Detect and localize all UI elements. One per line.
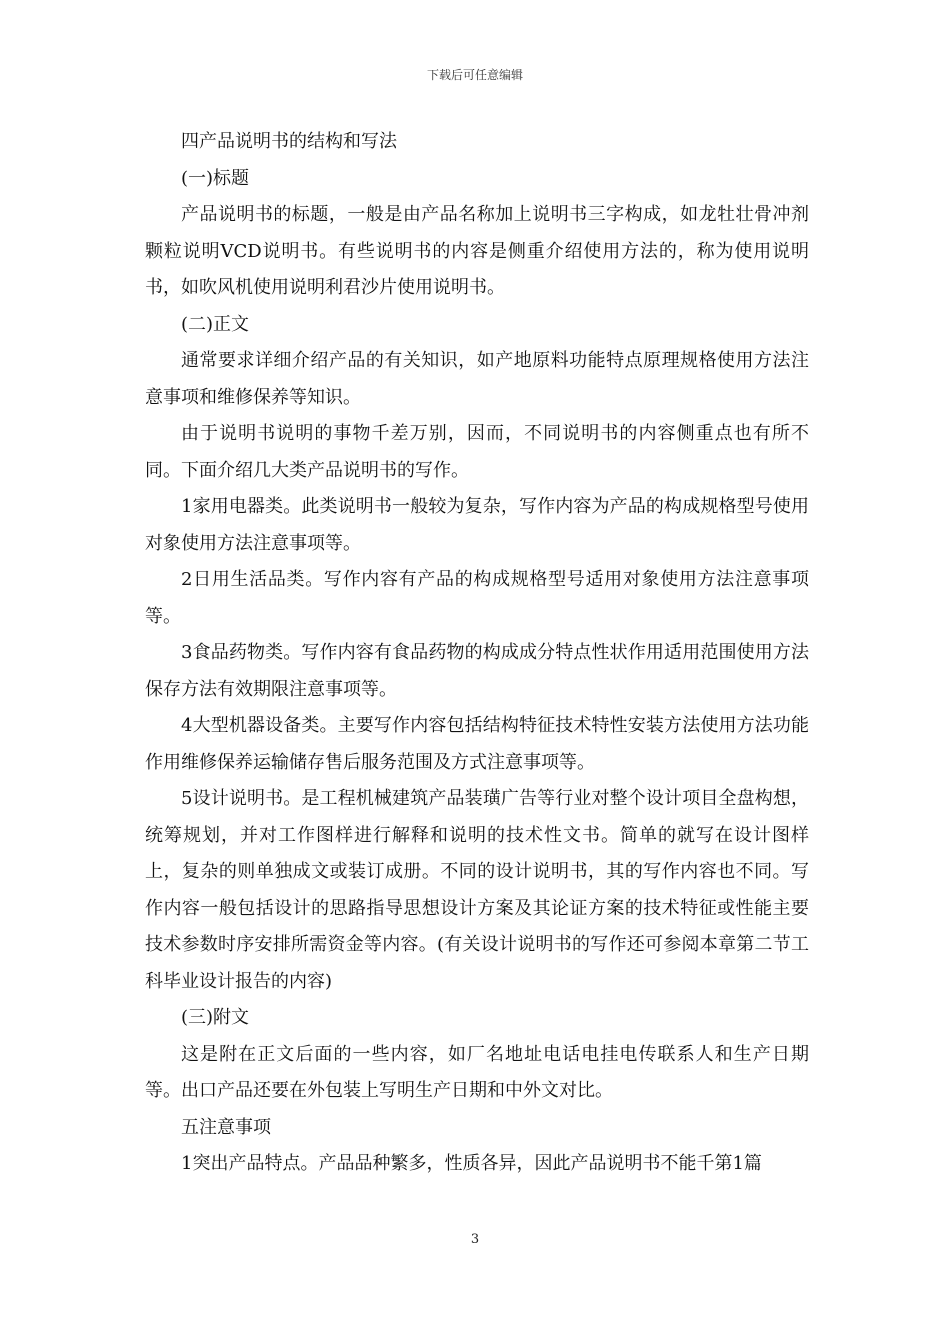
page-header: 下载后可任意编辑: [426, 68, 523, 82]
paragraph-title-description: 产品说明书的标题，一般是由产品名称加上说明书三字构成，如龙牡壮骨冲剂颗粒说明VCD说明书。有些说明书的内容是侧重介绍使用方法的，称为使用说明书，如吹风机使用说明利君沙片使用说明书。: [145, 204, 809, 298]
subheading-body: (二)正文: [181, 313, 250, 335]
paragraph-highlight-features: 1突出产品特点。产品品种繁多，性质各异，因此产品说明书不能千第1篇: [181, 1153, 762, 1174]
paragraph-body-requirements: 通常要求详细介绍产品的有关知识，如产地原料功能特点原理规格使用方法注意事项和维修保养等知识。: [145, 350, 809, 408]
subheading-title: (一)标题: [181, 167, 250, 189]
page-number: 3: [470, 1232, 480, 1247]
section-heading-structure: 四产品说明书的结构和写法: [181, 131, 397, 152]
list-item-large-machinery: 4大型机器设备类。主要写作内容包括结构特征技术特性安装方法使用方法功能作用维修保养运输储存售后服务范围及方式注意事项等。: [145, 715, 809, 773]
paragraph-appendix: 这是附在正文后面的一些内容，如厂名地址电话电挂电传联系人和生产日期等。出口产品还要在外包装上写明生产日期和中外文对比。: [145, 1043, 809, 1101]
document-body: [145, 124, 809, 1183]
list-item-food-medicine: 3食品药物类。写作内容有食品药物的构成成分特点性状作用适用范围使用方法保存方法有效期限注意事项等。: [145, 642, 809, 700]
list-item-appliances: 1家用电器类。此类说明书一般较为复杂，写作内容为产品的构成规格型号使用对象使用方法注意事项等。: [145, 496, 809, 554]
section-heading-notes: 五注意事项: [181, 1116, 271, 1138]
subheading-appendix: (三)附文: [181, 1007, 250, 1028]
list-item-daily-goods: 2日用生活品类。写作内容有产品的构成规格型号适用对象使用方法注意事项等。: [145, 569, 809, 627]
list-item-design-specification: 5设计说明书。是工程机械建筑产品装璜广告等行业对整个设计项目全盘构想，统筹规划，并对工作图样进行解释和说明的技术性文书。简单的就写在设计图样上，复杂的则单独成文或装订成册。不同的设计说明书，其的写作内容也不同。写作内容一般包括设计的思路指导思想设计方案及其论证方案的技术特征或性能主要技术参数时序安排所需资金等内容。(有关设计说明书的写作还可参阅本章第二节工科毕业设计报告的内容): [145, 788, 809, 992]
paragraph-body-differences: 由于说明书说明的事物千差万别，因而，不同说明书的内容侧重点也有所不同。下面介绍几大类产品说明书的写作。: [145, 423, 809, 481]
